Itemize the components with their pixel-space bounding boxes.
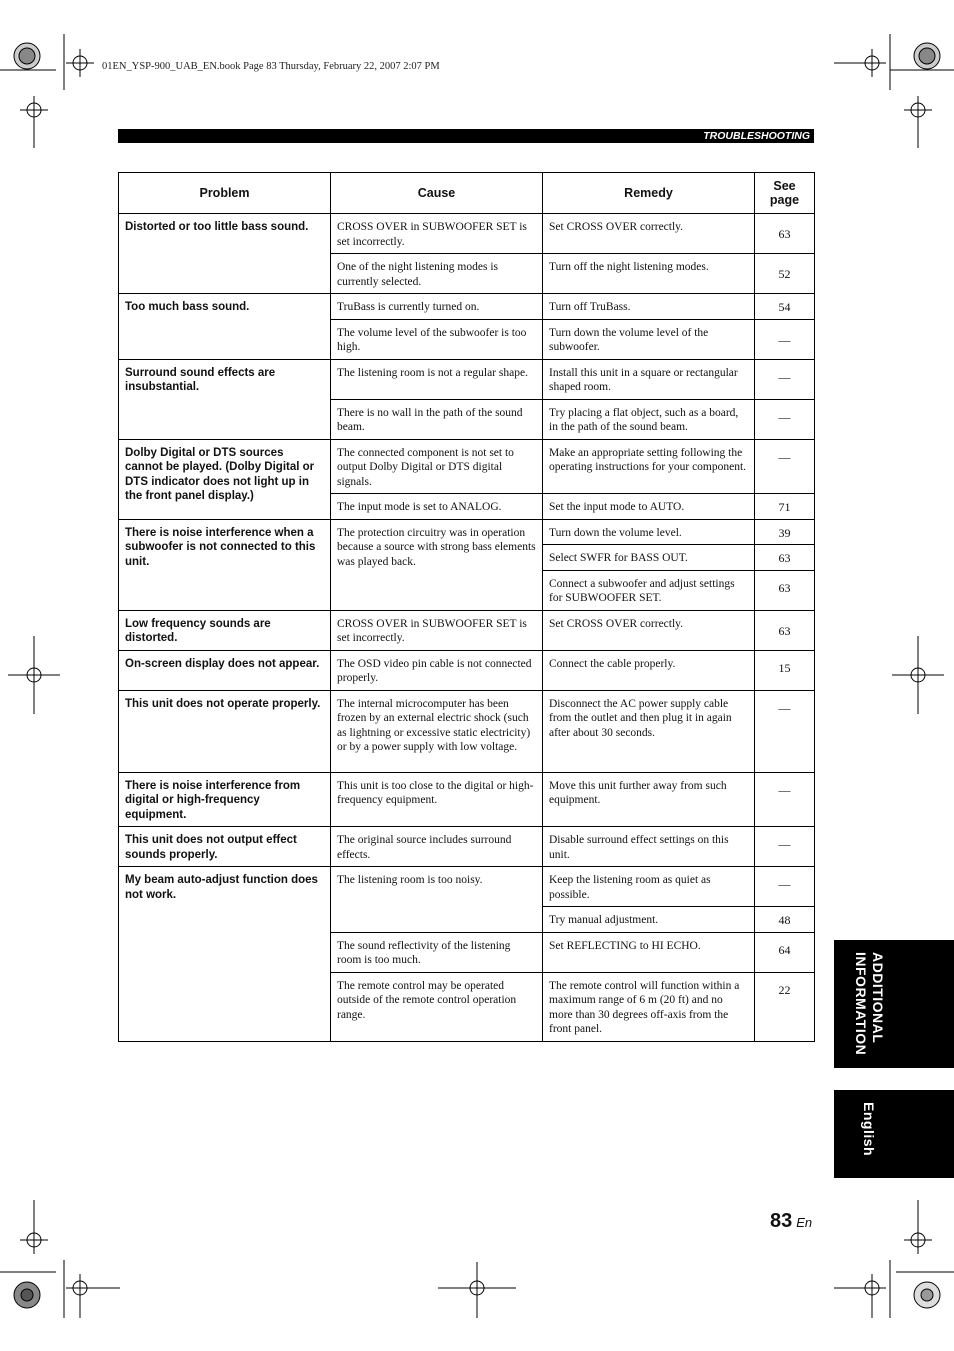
page-cell: — xyxy=(755,439,815,494)
remedy-cell: Turn down the volume level of the subwoofer. xyxy=(543,319,755,359)
cause-cell: CROSS OVER in SUBWOOFER SET is set incorrectly. xyxy=(331,610,543,650)
remedy-cell: Connect a subwoofer and adjust settings for SUBWOOFER SET. xyxy=(543,570,755,610)
table-row xyxy=(119,294,815,320)
remedy-cell: Turn down the volume level. xyxy=(543,519,755,545)
remedy-cell: Try manual adjustment. xyxy=(543,907,755,933)
problem-cell: This unit does not output effect sounds properly. xyxy=(119,827,331,867)
page-cell: 54 xyxy=(755,294,815,320)
header-remedy: Remedy xyxy=(543,173,755,214)
section-header-bar xyxy=(118,129,814,143)
header-see-page: See page xyxy=(755,173,815,214)
remedy-cell: Set the input mode to AUTO. xyxy=(543,494,755,520)
cause-cell: The protection circuitry was in operation because a source with strong bass elements was played back. xyxy=(331,519,543,610)
side-tab-language-label: English xyxy=(861,1102,877,1157)
cause-cell: TruBass is currently turned on. xyxy=(331,294,543,320)
remedy-cell: The remote control will function within a maximum range of 6 m (20 ft) and no more than 30 degrees off-axis from the front panel. xyxy=(543,972,755,1041)
cause-cell: CROSS OVER in SUBWOOFER SET is set incorrectly. xyxy=(331,214,543,254)
page-cell: 48 xyxy=(755,907,815,933)
troubleshooting-table xyxy=(118,172,815,1042)
remedy-cell: Set CROSS OVER correctly. xyxy=(543,610,755,650)
page-cell: 22 xyxy=(755,972,815,1041)
page-cell: — xyxy=(755,359,815,399)
section-title: TROUBLESHOOTING xyxy=(703,130,810,142)
header-cause: Cause xyxy=(331,173,543,214)
page-cell: — xyxy=(755,690,815,772)
table-row xyxy=(119,827,815,867)
side-tab-additional-information xyxy=(834,940,954,1068)
table-row xyxy=(119,359,815,399)
cause-cell: The OSD video pin cable is not connected properly. xyxy=(331,650,543,690)
problem-cell: Surround sound effects are insubstantial. xyxy=(119,359,331,439)
problem-cell: My beam auto-adjust function does not work. xyxy=(119,867,331,1042)
problem-cell: Too much bass sound. xyxy=(119,294,331,360)
table-row xyxy=(119,690,815,772)
remedy-cell: Make an appropriate setting following the operating instructions for your component. xyxy=(543,439,755,494)
cause-cell: The input mode is set to ANALOG. xyxy=(331,494,543,520)
remedy-cell: Install this unit in a square or rectangular shaped room. xyxy=(543,359,755,399)
remedy-cell: Keep the listening room as quiet as possible. xyxy=(543,867,755,907)
page-cell: 63 xyxy=(755,610,815,650)
page-number-footer xyxy=(770,1210,812,1233)
table-row xyxy=(119,650,815,690)
remedy-cell: Disconnect the AC power supply cable from the outlet and then plug it in again after about 30 seconds. xyxy=(543,690,755,772)
cause-cell: The volume level of the subwoofer is too high. xyxy=(331,319,543,359)
remedy-cell: Turn off the night listening modes. xyxy=(543,254,755,294)
remedy-cell: Move this unit further away from such equipment. xyxy=(543,772,755,827)
cause-cell: One of the night listening modes is currently selected. xyxy=(331,254,543,294)
table-header-row xyxy=(119,173,815,214)
table-row xyxy=(119,519,815,545)
page-language: En xyxy=(796,1215,813,1230)
remedy-cell: Set CROSS OVER correctly. xyxy=(543,214,755,254)
page-cell: 39 xyxy=(755,519,815,545)
problem-cell: There is noise interference when a subwoofer is not connected to this unit. xyxy=(119,519,331,610)
cause-cell: The original source includes surround effects. xyxy=(331,827,543,867)
cause-cell: The internal microcomputer has been frozen by an external electric shock (such as lightning or excessive static electricity) or by a power supply with low voltage. xyxy=(331,690,543,772)
page-cell: — xyxy=(755,319,815,359)
remedy-cell: Set REFLECTING to HI ECHO. xyxy=(543,932,755,972)
page-cell: 63 xyxy=(755,545,815,571)
problem-cell: This unit does not operate properly. xyxy=(119,690,331,772)
remedy-cell: Try placing a flat object, such as a board, in the path of the sound beam. xyxy=(543,399,755,439)
problem-cell: Low frequency sounds are distorted. xyxy=(119,610,331,650)
table-row xyxy=(119,867,815,907)
page-cell: — xyxy=(755,827,815,867)
cause-cell: There is no wall in the path of the sound beam. xyxy=(331,399,543,439)
header-problem: Problem xyxy=(119,173,331,214)
cause-cell: The connected component is not set to output Dolby Digital or DTS digital signals. xyxy=(331,439,543,494)
side-tab-additional-information-label: ADDITIONAL INFORMATION xyxy=(853,952,886,1056)
page-cell: 71 xyxy=(755,494,815,520)
page-cell: 64 xyxy=(755,932,815,972)
cause-cell: The remote control may be operated outside of the remote control operation range. xyxy=(331,972,543,1041)
print-header: 01EN_YSP-900_UAB_EN.book Page 83 Thursday, February 22, 2007 2:07 PM xyxy=(102,61,440,72)
page-cell: 15 xyxy=(755,650,815,690)
table-row xyxy=(119,772,815,827)
problem-cell: Distorted or too little bass sound. xyxy=(119,214,331,294)
table-row xyxy=(119,214,815,254)
remedy-cell: Select SWFR for BASS OUT. xyxy=(543,545,755,571)
page-cell: 63 xyxy=(755,570,815,610)
table-row xyxy=(119,439,815,494)
page-number: 83 xyxy=(770,1210,793,1232)
cause-cell: The sound reflectivity of the listening room is too much. xyxy=(331,932,543,972)
page-cell: — xyxy=(755,867,815,907)
page-cell: — xyxy=(755,772,815,827)
table-row xyxy=(119,610,815,650)
cause-cell: The listening room is too noisy. xyxy=(331,867,543,933)
cause-cell: The listening room is not a regular shape. xyxy=(331,359,543,399)
cause-cell: This unit is too close to the digital or high-frequency equipment. xyxy=(331,772,543,827)
page-cell: 52 xyxy=(755,254,815,294)
side-tab-language xyxy=(834,1090,954,1178)
page-cell: 63 xyxy=(755,214,815,254)
page-cell: — xyxy=(755,399,815,439)
problem-cell: Dolby Digital or DTS sources cannot be played. (Dolby Digital or DTS indicator does not light up in the front panel display.) xyxy=(119,439,331,519)
problem-cell: On-screen display does not appear. xyxy=(119,650,331,690)
problem-cell: There is noise interference from digital or high-frequency equipment. xyxy=(119,772,331,827)
remedy-cell: Turn off TruBass. xyxy=(543,294,755,320)
remedy-cell: Connect the cable properly. xyxy=(543,650,755,690)
remedy-cell: Disable surround effect settings on this unit. xyxy=(543,827,755,867)
